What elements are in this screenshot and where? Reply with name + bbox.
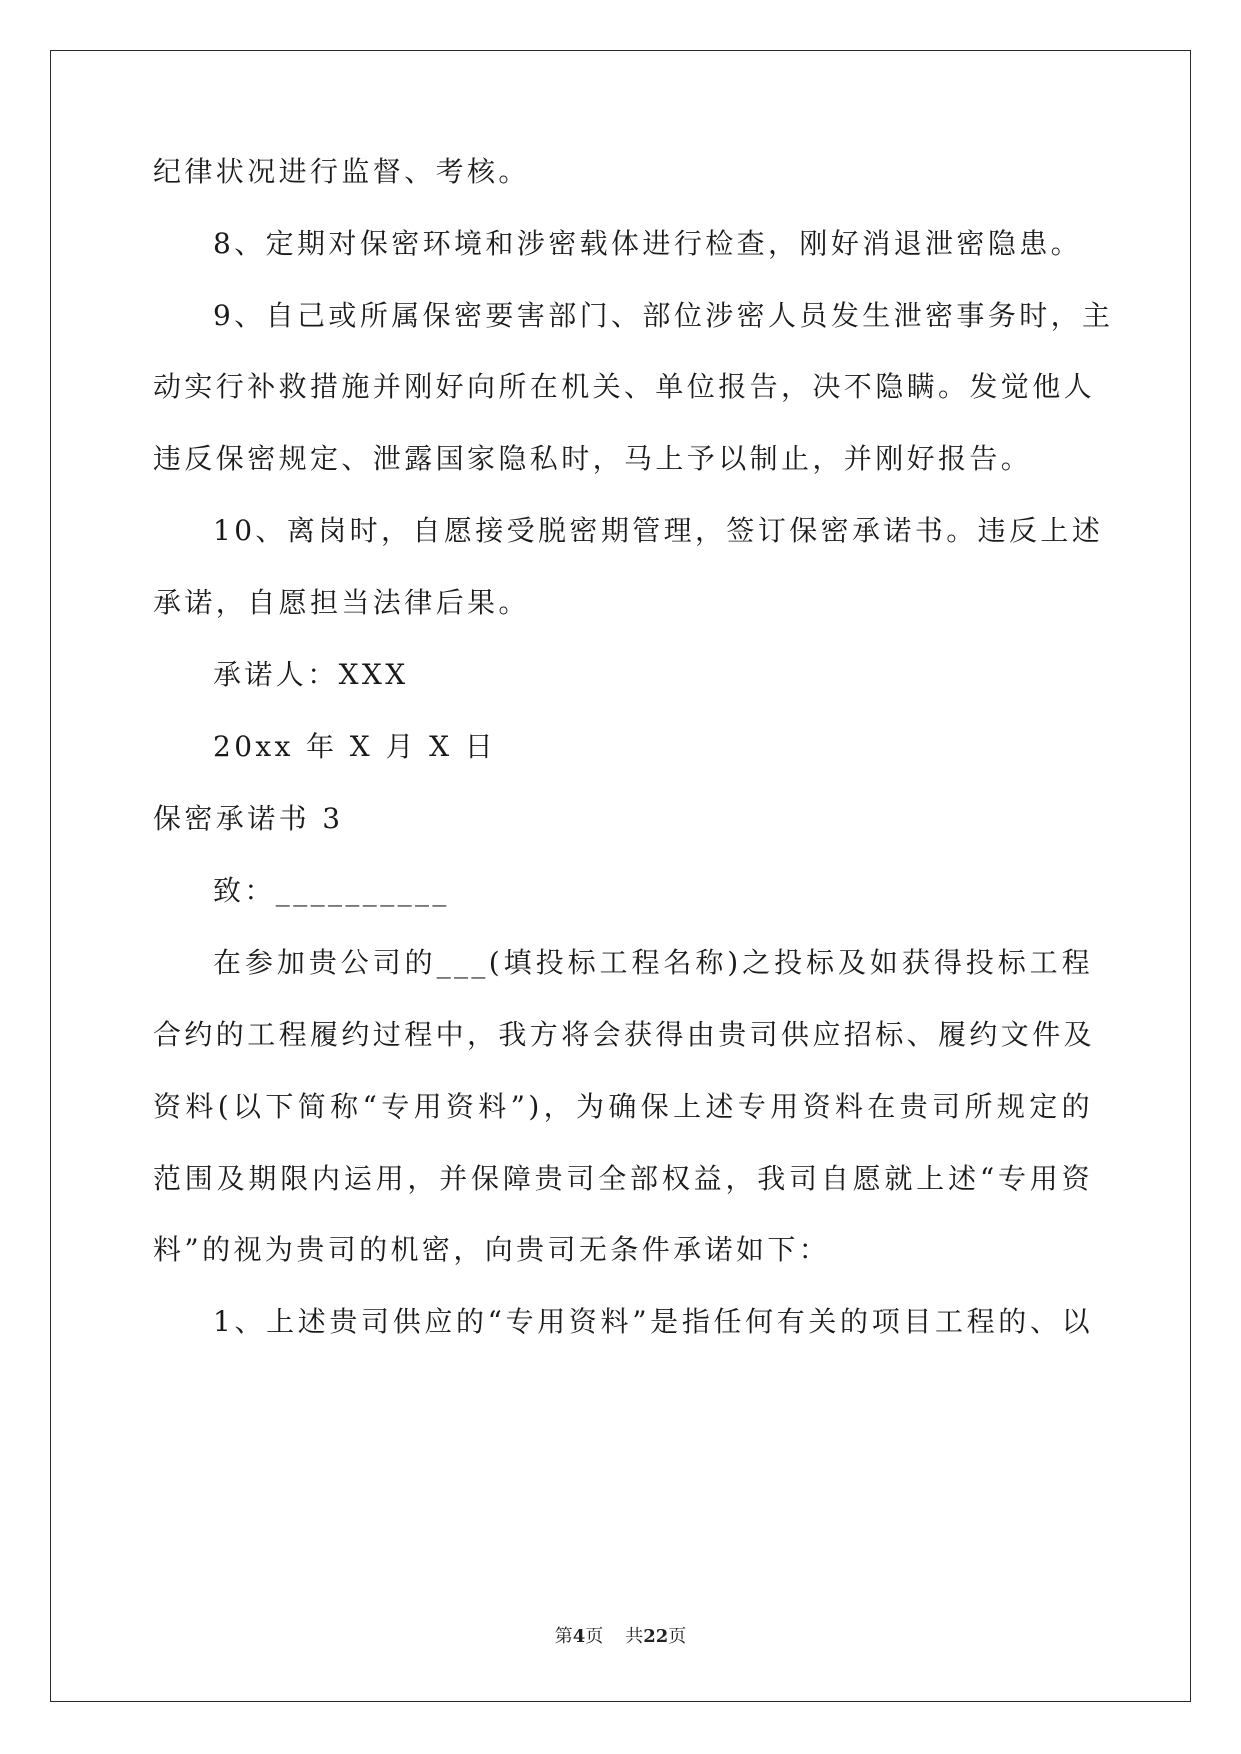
footer-prefix: 第 — [554, 1626, 573, 1647]
addressee-line: 致：__________ — [213, 874, 450, 907]
date-line: 20xx 年 X 月 X 日 — [213, 730, 497, 763]
section-title: 保密承诺书 3 — [153, 802, 344, 835]
footer-total-unit: 页 — [668, 1626, 687, 1647]
text-line: 范围及期限内运用，并保障贵司全部权益，我司自愿就上述“专用资 — [153, 1162, 1093, 1195]
text-line: 纪律状况进行监督、考核。 — [153, 155, 530, 188]
text-line: 料”的视为贵司的机密，向贵司无条件承诺如下： — [153, 1233, 831, 1266]
text-line: 9、自己或所属保密要害部门、部位涉密人员发生泄密事务时，主 — [213, 299, 1114, 332]
text-line: 违反保密规定、泄露国家隐私时，马上予以制止，并刚好报告。 — [153, 442, 1033, 475]
page-footer — [0, 1625, 1241, 1649]
text-line: 动实行补救措施并刚好向所在机关、单位报告，决不隐瞒。发觉他人 — [153, 370, 1096, 403]
signatory-line: 承诺人：XXX — [213, 658, 409, 691]
footer-total-prefix: 共 — [625, 1626, 644, 1647]
footer-page-unit: 页 — [585, 1626, 604, 1647]
text-line: 10、离岗时，自愿接受脱密期管理，签订保密承诺书。违反上述 — [213, 514, 1104, 547]
footer-page-number: 4 — [572, 1626, 586, 1647]
text-line: 8、定期对保密环境和涉密载体进行检查，刚好消退泄密隐患。 — [213, 227, 1083, 260]
text-line: 承诺，自愿担当法律后果。 — [153, 586, 530, 619]
text-line: 在参加贵公司的___(填投标工程名称)之投标及如获得投标工程 — [213, 946, 1093, 979]
text-line: 合约的工程履约过程中，我方将会获得由贵司供应招标、履约文件及 — [153, 1018, 1096, 1051]
text-line: 资料(以下简称“专用资料”)，为确保上述专用资料在贵司所规定的 — [153, 1090, 1093, 1123]
footer-total-pages: 22 — [643, 1626, 669, 1647]
text-line: 1、上述贵司供应的“专用资料”是指任何有关的项目工程的、以 — [213, 1305, 1093, 1338]
